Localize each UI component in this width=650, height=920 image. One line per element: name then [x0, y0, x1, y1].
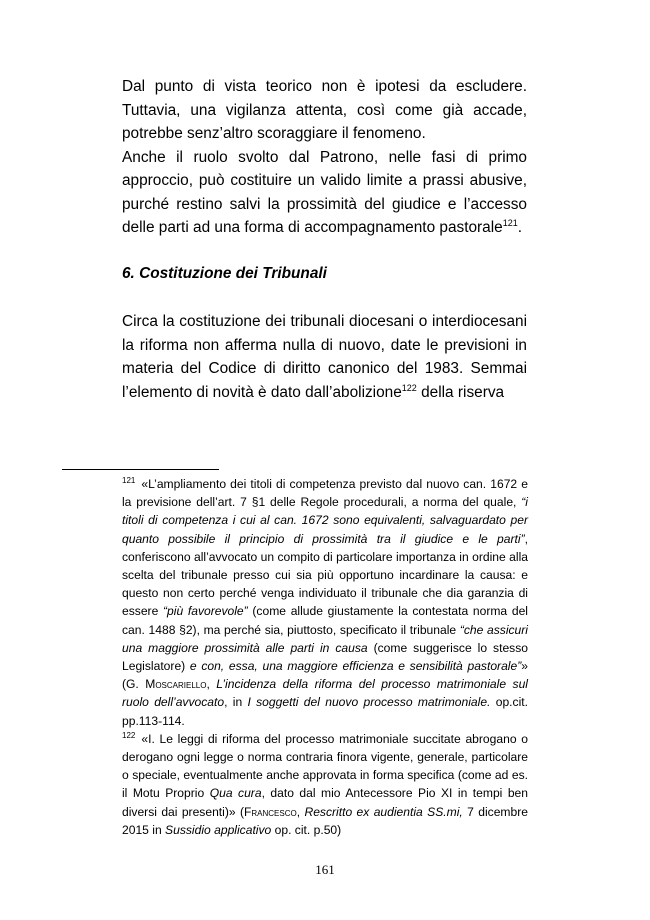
footnote-121-author: Moscariello — [145, 677, 207, 692]
intro-text — [122, 75, 527, 240]
footnote-121-text: » (G. — [122, 659, 528, 692]
footnote-122-title: Qua cura — [209, 786, 262, 801]
footnote-121-quote: “che assicuri una maggiore prossimità alle parti in causa — [122, 622, 528, 655]
footnote-ref-121: 121 — [502, 218, 518, 228]
footnote-121-text: (come allude giustamente la contestata norma del can. 1488 §2), ma perché sia, piuttosto, specificato il tribunale — [122, 604, 528, 637]
footnote-122-number: 122 — [122, 730, 136, 740]
section-heading: 6. Costituzione dei Tribunali — [122, 265, 327, 282]
footnote-121 — [122, 475, 528, 730]
footnote-122-text: «I. Le leggi di riforma del processo matrimoniale succitate abrogano o derogano ogni legge o norma contraria finora vigente, generale, particolare o speciale, eventualmente anche approvata in forma specifica (come ad es. il Motu Proprio — [122, 731, 528, 801]
footnote-121-text: op.cit. pp.113-114. — [122, 695, 528, 728]
paragraph-2-text: Anche il ruolo svolto dal Patrono, nelle fasi di primo approccio, può costituire un valido limite a prassi abusive, purché restino salvi la prossimità del giudice e l’accesso delle parti ad una forma di accompagnamento pastorale — [122, 148, 527, 236]
footnote-121-quote: “i titoli di competenza i cui al can. 1672 sono equivalenti, salvaguardato per quanto possibile il principio di prossimità tra il giudice e le parti” — [122, 495, 528, 546]
paragraph-3-end: della riserva — [416, 383, 505, 401]
section-text — [122, 310, 527, 404]
paragraph-3 — [122, 310, 527, 404]
footnote-ref-122: 122 — [401, 382, 417, 393]
footnote-122-text: , dato dal mio Antecessore Pio XI in tempi ben diversi dai presenti)» ( — [122, 786, 529, 819]
footnotes — [122, 475, 528, 839]
paragraph-1 — [122, 75, 527, 146]
paragraph-2 — [122, 146, 527, 240]
paragraph-2-end: . — [517, 219, 523, 236]
footnote-121-book-title: I soggetti del nuovo processo matrimoniale. — [247, 695, 491, 710]
footnote-122-title: Sussidio applicativo — [165, 822, 272, 837]
footnote-122-author: Francesco — [244, 804, 297, 819]
footnote-121-text: «L’ampliamento dei titoli di competenza previsto dal nuovo can. 1672 e la previsione dell’art. 7 §1 delle Regole procedurali, a norma del quale, — [122, 477, 528, 510]
paragraph-1-text: Dal punto di vista teorico non è ipotesi da escludere. Tuttavia, una vigilanza attenta, così come già accade, potrebbe senz’altro scoraggiare il fenomeno. — [122, 78, 527, 142]
footnote-121-quote: e con, essa, una maggiore efficienza e sensibilità pastorale” — [189, 659, 522, 674]
footnote-122-text: , — [296, 804, 305, 819]
footnote-121-text: , conferiscono all’avvocato un compito di particolare importanza in ordine alla scelta del tribunale presso cui sia più opportuno incardinare la causa: e questo non certo perché venga individuato il tribunale che dia garanzia di essere — [122, 531, 528, 619]
footnote-122-text: 7 dicembre 2015 in — [122, 804, 528, 837]
footnote-separator — [62, 469, 219, 470]
footnote-122-title: Rescritto ex audientia SS.mi, — [304, 804, 463, 819]
footnote-121-number: 121 — [122, 476, 136, 485]
footnote-122-text: op. cit. p.50) — [271, 822, 342, 837]
footnote-121-text: (come suggerisce lo stesso Legislatore) — [122, 640, 528, 674]
footnote-121-text: , in — [224, 695, 248, 710]
paragraph-3-text: Circa la costituzione dei tribunali diocesani o interdiocesani la riforma non afferma nulla di nuovo, date le previsioni in materia del Codice di diritto canonico del 1983. Semmai l’elemento di novità è dato dall’abolizione — [122, 313, 527, 401]
page-number: 161 — [315, 862, 335, 877]
footnote-122 — [122, 730, 528, 839]
footnote-121-title: L’incidenza della riforma del processo matrimoniale sul ruolo dell’avvocato — [122, 677, 528, 710]
footnote-121-text: , — [206, 677, 217, 692]
footnote-121-quote: “più favorevole” — [163, 604, 248, 619]
